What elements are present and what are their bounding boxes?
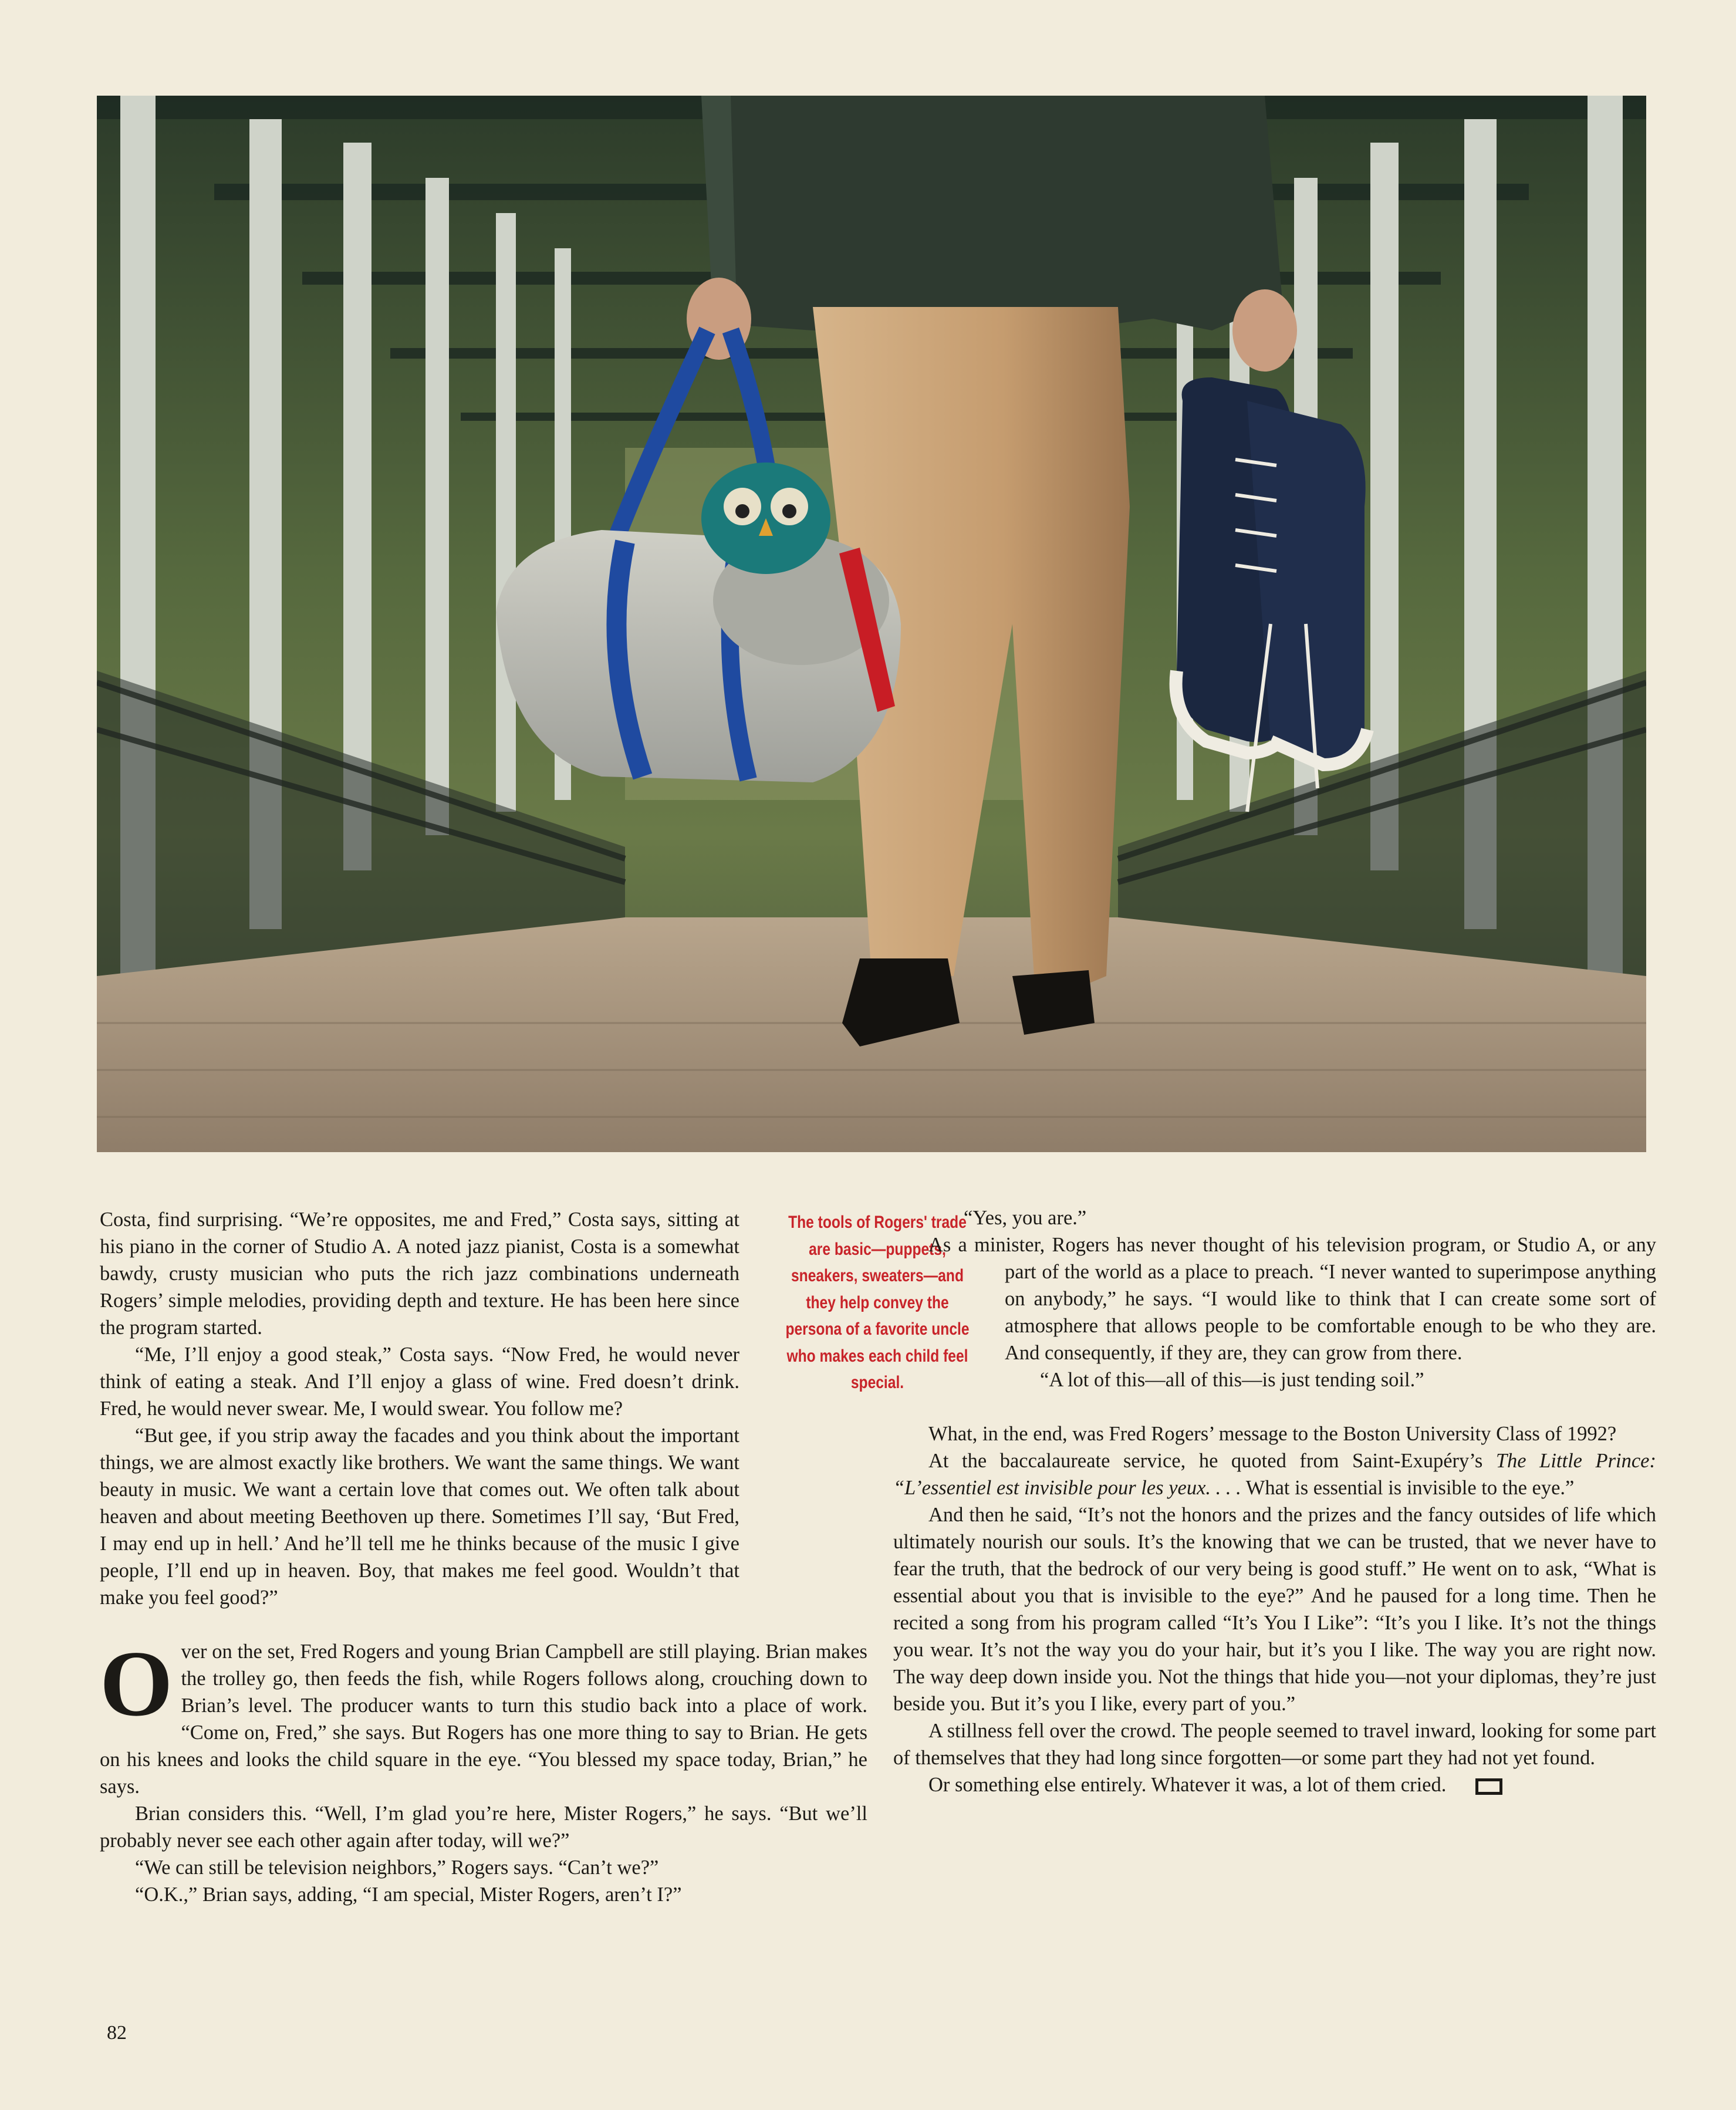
paragraph: Costa, find surprising. “We’re opposites, me and Fred,” Costa says, sitting at his piano in the corner of Studio A. A noted jazz pianist, Costa is a somewhat bawdy, crusty musician who puts the rich jazz combinations underneath Rogers’ simple melodies, providing depth and texture. He has been here since the program started. bbox=[100, 1208, 739, 1339]
article-column-right bbox=[893, 1204, 1656, 1798]
drop-cap: O bbox=[100, 1631, 173, 1736]
article-column-left bbox=[100, 1206, 867, 1908]
paragraph: Brian considers this. “Well, I’m glad you’re here, Mister Rogers,” he says. “But we’ll probably never see each other again after today, will we?” bbox=[100, 1802, 867, 1852]
paragraph: “We can still be television neighbors,” Rogers says. “Can’t we?” bbox=[135, 1856, 659, 1879]
paragraph: “But gee, if you strip away the facades and you think about the important things, we are almost exactly like brothers. We want the same things. We want beauty in music. We want a certain love that comes out. We often talk about heaven and about meeting Beethoven up there. Sometimes I’ll say, ‘But Fred, I may end up in hell.’ And he’ll tell me he thinks because of the music I give people, I’ll end up in heaven. Boy, that makes me feel good. Wouldn’t that make you feel good?” bbox=[100, 1424, 739, 1609]
paragraph bbox=[893, 1366, 1656, 1393]
paragraph-text: “A lot of this—all of this—is just tending soil.” bbox=[1040, 1369, 1424, 1391]
feature-photo bbox=[97, 96, 1646, 1152]
book-title: The Little Prince: “L’essentiel est invisible pour les yeux. . . . bbox=[893, 1450, 1656, 1499]
page-number: 82 bbox=[107, 2022, 127, 2044]
paragraph: “O.K.,” Brian says, adding, “I am special, Mister Rogers, aren’t I?” bbox=[135, 1883, 682, 1906]
paragraph: As a minister, Rogers has never thought of his television program, or Studio A, or any part of the world as a place to preach. “I never wanted to superimpose anything on anybody,” he says. “I would like to think that I can create some sort of atmosphere that allows people to be comfortable enough to be who they are. And consequently, if they are, they can grow from there. bbox=[928, 1234, 1656, 1364]
paragraph-text: “Yes, you are.” bbox=[964, 1207, 1087, 1229]
paragraph: What, in the end, was Fred Rogers’ message to the Boston University Class of 1992? bbox=[928, 1423, 1617, 1445]
section-opening bbox=[100, 1631, 867, 1800]
paragraph bbox=[893, 1771, 1656, 1798]
paragraph bbox=[893, 1204, 1656, 1231]
paragraph bbox=[893, 1447, 1656, 1501]
paragraph: ver on the set, Fred Rogers and young Brian Campbell are still playing. Brian makes the trolley go, then feeds the fish, while Rogers follows along, crouching down to Brian’s level. The producer wants to turn this studio back into a place of work. “Come on, Fred,” she says. But Rogers has one more thing to say to Brian. He gets on his knees and looks the child square in the eye. “You blessed my space today, Brian,” he says. bbox=[100, 1640, 867, 1798]
paragraph-text: What is essential is invisible to the eye.” bbox=[1241, 1477, 1575, 1499]
paragraph-text: Or something else entirely. Whatever it was, a lot of them cried. bbox=[928, 1774, 1447, 1796]
end-mark-icon bbox=[1475, 1778, 1502, 1795]
photo-caption: The tools of Rogers' trade are basic—puppets, sneakers, sweaters—and they help convey the persona of a favorite uncle who makes each child feel special. bbox=[785, 1213, 970, 1392]
photo-man-walking-on-bridge-icon bbox=[97, 96, 1646, 1152]
paragraph: “Me, I’ll enjoy a good steak,” Costa says. “Now Fred, he would never think of eating a steak. And I’ll enjoy a glass of wine. Fred doesn’t drink. Fred, he would never swear. Me, I would swear. You follow me? bbox=[100, 1343, 739, 1420]
paragraph-text: At the baccalaureate service, he quoted from Saint-Exupéry’s bbox=[928, 1450, 1496, 1472]
paragraph: And then he said, “It’s not the honors and the prizes and the fancy outsides of life which ultimately nourish our souls. It’s the knowing that we can be trusted, that we never have to fear the truth, that the bedrock of our very being is good stuff.” He went on to ask, “What is essential about you that is invisible to the eye?” And he paused for a long time. Then he recited a song from his program called “It’s You I Like”: “It’s you I like. It’s not the things you wear. It’s not the way you do your hair, but it’s you I like. The way you are right now. The way deep down inside you. Not the things that hide you—not your diplomas, they’re just beside you. But it’s you I like, every part of you.” bbox=[893, 1504, 1656, 1715]
paragraph: A stillness fell over the crowd. The people seemed to travel inward, looking for some part of themselves that they had long since forgotten—or some part they had not yet found. bbox=[893, 1720, 1656, 1769]
